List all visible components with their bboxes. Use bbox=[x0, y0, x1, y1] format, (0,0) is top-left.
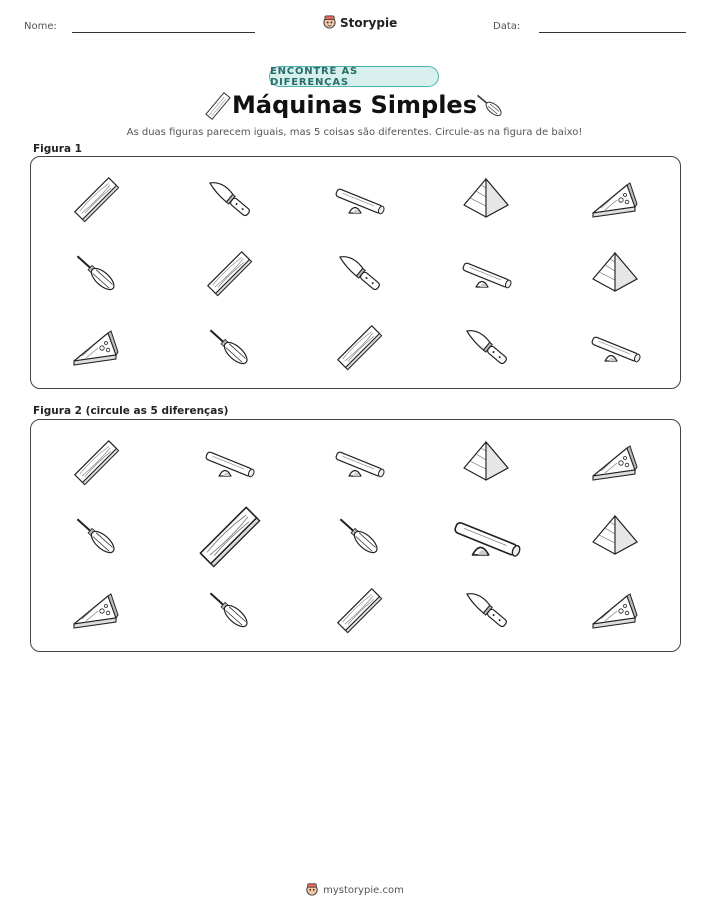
knife-icon[interactable] bbox=[458, 323, 514, 371]
brand-name: Storypie bbox=[340, 16, 398, 30]
instructions: As duas figuras parecem iguais, mas 5 coisas são diferentes. Circule-as na figura de baixo! bbox=[126, 127, 583, 138]
storypie-mascot-icon bbox=[305, 882, 319, 899]
screwdriver-icon[interactable] bbox=[201, 323, 257, 371]
page-title: Máquinas Simples bbox=[232, 91, 477, 119]
lever-icon[interactable] bbox=[331, 438, 387, 486]
wedge-icon[interactable] bbox=[68, 586, 124, 634]
pyramid-icon[interactable] bbox=[458, 438, 514, 486]
storypie-mascot-icon bbox=[322, 14, 337, 32]
date-label: Data: bbox=[493, 21, 521, 32]
plank-icon[interactable] bbox=[68, 175, 124, 223]
pyramid-icon[interactable] bbox=[587, 249, 643, 297]
name-label: Nome: bbox=[24, 21, 57, 32]
footer-url[interactable]: mystorypie.com bbox=[323, 885, 404, 896]
plank-icon[interactable] bbox=[331, 586, 387, 634]
figure2-box bbox=[30, 419, 681, 652]
screwdriver-deco-icon bbox=[473, 91, 505, 123]
wedge-icon[interactable] bbox=[587, 438, 643, 486]
footer bbox=[0, 882, 709, 899]
lever-icon[interactable] bbox=[331, 175, 387, 223]
lever-icon[interactable] bbox=[458, 249, 514, 297]
knife-icon[interactable] bbox=[331, 249, 387, 297]
figure2-label: Figura 2 (circule as 5 diferenças) bbox=[33, 405, 229, 417]
name-field[interactable] bbox=[72, 32, 255, 33]
lever-icon[interactable] bbox=[448, 504, 524, 569]
screwdriver-icon[interactable] bbox=[68, 512, 124, 560]
plank-icon[interactable] bbox=[331, 323, 387, 371]
figure1-box bbox=[30, 156, 681, 389]
lever-icon[interactable] bbox=[587, 323, 643, 371]
pyramid-icon[interactable] bbox=[587, 512, 643, 560]
plank-icon[interactable] bbox=[191, 504, 267, 569]
figure1-label: Figura 1 bbox=[33, 143, 82, 155]
brand-logo bbox=[322, 14, 397, 32]
pyramid-icon[interactable] bbox=[458, 175, 514, 223]
lever-icon[interactable] bbox=[201, 438, 257, 486]
knife-icon[interactable] bbox=[458, 586, 514, 634]
plank-icon[interactable] bbox=[201, 249, 257, 297]
wedge-icon[interactable] bbox=[68, 323, 124, 371]
wedge-icon[interactable] bbox=[587, 586, 643, 634]
screwdriver-icon[interactable] bbox=[68, 249, 124, 297]
badge: ENCONTRE AS DIFERENÇAS bbox=[269, 66, 439, 87]
screwdriver-icon[interactable] bbox=[331, 512, 387, 560]
date-field[interactable] bbox=[539, 32, 686, 33]
plank-icon[interactable] bbox=[68, 438, 124, 486]
wedge-icon[interactable] bbox=[587, 175, 643, 223]
knife-icon[interactable] bbox=[201, 175, 257, 223]
screwdriver-icon[interactable] bbox=[201, 586, 257, 634]
